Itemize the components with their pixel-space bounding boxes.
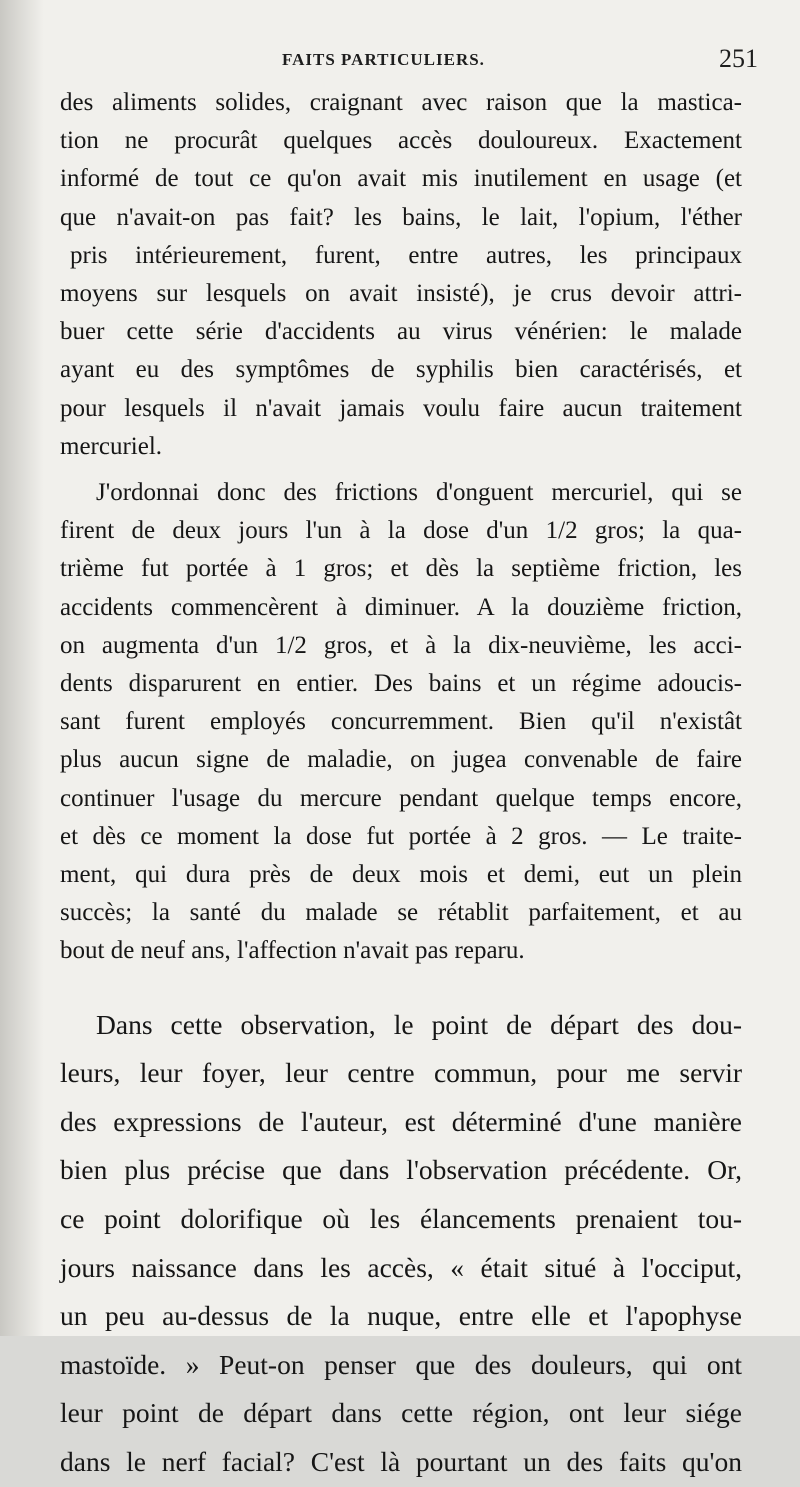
text-line: que n'avait-on pas fait? les bains, le lait, l'opium, l'éther	[60, 203, 742, 231]
text-line: firent de deux jours l'un à la dose d'un 1/2 gros; la qua-	[60, 517, 742, 545]
text-line: leur point de départ dans cette région, ont leur siége	[60, 1397, 742, 1429]
body-text	[60, 84, 742, 1487]
text-line: ayant eu des symptômes de syphilis bien caractérisés, et	[60, 356, 742, 384]
text-line: Dans cette observation, le point de départ des dou-	[96, 1008, 742, 1040]
running-head: FAITS PARTICULIERS.	[282, 50, 485, 69]
text-line: sant furent employés concurremment. Bien qu'il n'existât	[60, 708, 742, 736]
text-line: et dès ce moment la dose fut portée à 2 gros. — Le traite-	[60, 822, 742, 850]
text-line: plus aucun signe de maladie, on jugea convenable de faire	[60, 746, 742, 774]
text-line: mercuriel.	[60, 432, 163, 460]
text-line: des expressions de l'auteur, est déterminé d'une manière	[60, 1105, 742, 1137]
text-line: continuer l'usage du mercure pendant quelque temps encore,	[60, 784, 742, 812]
paragraph-2	[60, 474, 742, 971]
text-line: succès; la santé du malade se rétablit parfaitement, et au	[60, 899, 742, 927]
text-line: trième fut portée à 1 gros; et dès la septième friction, les	[60, 555, 742, 583]
text-line: mastoïde. » Peut-on penser que des douleurs, qui ont	[60, 1348, 742, 1380]
page-number: 251	[719, 44, 758, 73]
text-line: bout de neuf ans, l'affection n'avait pas reparu.	[60, 937, 525, 965]
text-line: J'ordonnai donc des frictions d'onguent mercuriel, qui se	[96, 479, 742, 507]
text-line: pris intérieurement, furent, entre autres, les principaux	[70, 241, 742, 269]
text-line: dents disparurent en entier. Des bains et un régime adoucis-	[60, 670, 742, 698]
page-header	[60, 44, 760, 80]
page-gutter-shadow	[0, 0, 44, 1336]
paragraph-3	[60, 1001, 742, 1487]
text-line: leurs, leur foyer, leur centre commun, pour me servir	[60, 1057, 742, 1089]
text-line: tion ne procurât quelques accès douloureux. Exactement	[60, 127, 742, 155]
text-line: un peu au-dessus de la nuque, entre elle et l'apophyse	[60, 1300, 742, 1332]
text-line: buer cette série d'accidents au virus vénérien: le malade	[60, 318, 742, 346]
text-line: des aliments solides, craignant avec raison que la mastica-	[60, 89, 742, 116]
paragraph-1	[60, 84, 742, 466]
text-line: accidents commencèrent à diminuer. A la douzième friction,	[60, 593, 742, 621]
text-line: bien plus précise que dans l'observation précédente. Or,	[60, 1154, 742, 1186]
text-line: on augmenta d'un 1/2 gros, et à la dix-neuvième, les acci-	[60, 631, 742, 659]
text-line: ce point dolorifique où les élancements prenaient tou-	[60, 1203, 742, 1235]
text-line: dans le nerf facial? C'est là pourtant un des faits qu'on	[60, 1446, 742, 1478]
text-line: informé de tout ce qu'on avait mis inutilement en usage (et	[60, 165, 742, 193]
text-line: moyens sur lesquels on avait insisté), je crus devoir attri-	[60, 280, 742, 308]
text-line: jours naissance dans les accès, « était situé à l'occiput,	[60, 1251, 742, 1283]
text-line: pour lesquels il n'avait jamais voulu faire aucun traitement	[60, 394, 742, 422]
text-line: ment, qui dura près de deux mois et demi, eut un plein	[60, 861, 742, 889]
